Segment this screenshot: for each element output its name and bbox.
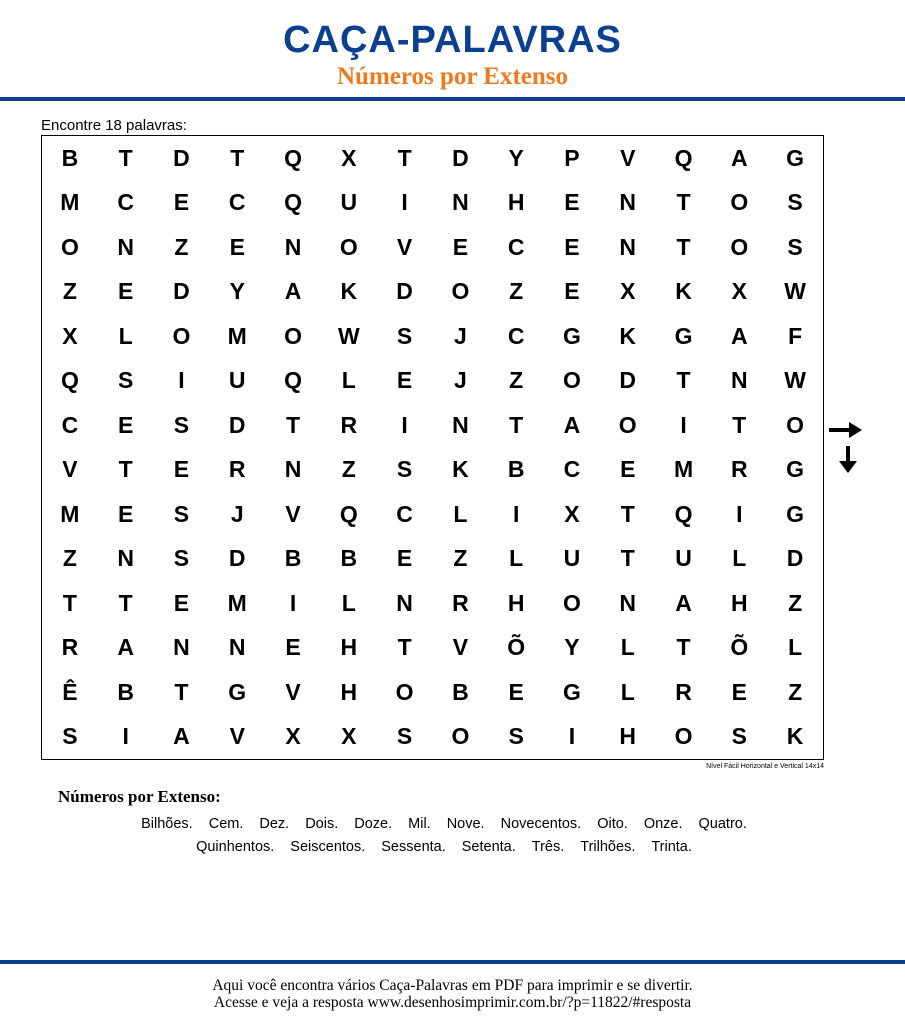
word-list-item: Quatro. (698, 816, 747, 832)
grid-letter: O (451, 723, 470, 750)
arrow-right-icon (829, 421, 863, 439)
grid-letter: U (675, 545, 692, 572)
word-list-row (0, 815, 888, 833)
grid-letter: Z (788, 589, 803, 616)
grid-letter: O (395, 678, 414, 705)
grid-letter: F (788, 322, 803, 349)
grid-letter: O (618, 411, 637, 438)
grid-letter: O (60, 233, 79, 260)
grid-letter: H (507, 589, 525, 616)
grid-letter: S (396, 723, 413, 750)
grid-letter: Y (508, 144, 524, 171)
grid-letter: L (118, 322, 133, 349)
grid-letter: K (675, 278, 692, 305)
grid-letter: Z (174, 233, 189, 260)
grid-letter: Õ (730, 634, 749, 661)
grid-letter: T (676, 189, 691, 216)
grid-letter: A (117, 634, 134, 661)
grid-letter: E (564, 189, 580, 216)
grid-letter: D (173, 144, 190, 171)
grid-letter: Q (60, 367, 79, 394)
word-list-item: Setenta. (461, 839, 516, 855)
grid-letter: I (736, 500, 743, 527)
grid-letter: N (228, 634, 246, 661)
grid-letter: E (396, 545, 413, 572)
grid-letter: I (512, 500, 520, 527)
grid-letter: L (620, 634, 635, 661)
grid-letter: Q (674, 144, 693, 171)
grid-letter: S (396, 322, 413, 349)
grid-letter: U (340, 189, 358, 216)
word-list-title: Números por Extenso: (58, 787, 221, 806)
grid-letter: E (731, 678, 747, 705)
grid-letter: G (674, 322, 693, 349)
grid-letter: O (451, 278, 470, 305)
grid-letter: V (452, 634, 469, 661)
grid-letter: Z (62, 545, 77, 572)
grid-letter: I (401, 411, 408, 438)
grid-letter: G (786, 144, 805, 171)
grid-letter: G (786, 500, 805, 527)
grid-letter: R (452, 589, 469, 616)
grid-letter: U (228, 367, 246, 394)
grid-letter: Z (509, 367, 524, 394)
grid-letter: E (173, 589, 190, 616)
word-list-item: Sessenta. (381, 839, 446, 855)
grid-letter: S (787, 233, 803, 260)
grid-letter: O (730, 189, 749, 216)
grid-letter: B (284, 545, 302, 572)
grid-letter: I (289, 589, 297, 616)
grid-letter: T (397, 144, 412, 171)
grid-letter: O (730, 233, 749, 260)
grid-letter: R (228, 456, 246, 483)
grid-letter: E (173, 456, 190, 483)
grid-letter: M (60, 189, 80, 216)
grid-letter: Z (453, 545, 468, 572)
grid-letter: N (619, 189, 637, 216)
word-list-item: Trinta. (651, 839, 692, 855)
grid-letter: H (340, 678, 358, 705)
word-list-item: Três. (531, 839, 565, 855)
grid-letter: T (397, 634, 412, 661)
grid-letter: M (673, 456, 694, 483)
grid-letter: B (340, 545, 358, 572)
grid-letter: E (118, 411, 134, 438)
grid-letter: O (172, 322, 191, 349)
grid-letter: Z (788, 678, 803, 705)
grid-letter: D (619, 367, 637, 394)
grid-letter: L (509, 545, 524, 572)
grid-letter: N (396, 589, 413, 616)
grid-letter: S (173, 411, 190, 438)
grid-letter: H (507, 189, 525, 216)
grid-letter: I (680, 411, 687, 438)
grid-letter: K (340, 278, 358, 305)
grid-letter: E (452, 233, 469, 260)
grid-letter: O (563, 367, 581, 394)
grid-letter: G (228, 678, 247, 705)
grid-letter: T (732, 411, 747, 438)
word-list-item: Cem. (208, 816, 244, 832)
grid-letter: G (563, 678, 581, 705)
grid-letter: D (228, 411, 246, 438)
grid-letter: C (563, 456, 581, 483)
grid-letter: E (173, 189, 190, 216)
grid-letter: T (118, 144, 133, 171)
grid-letter: W (784, 367, 806, 394)
grid-letter: N (284, 233, 302, 260)
grid-letter: T (118, 456, 133, 483)
grid-letter: D (173, 278, 190, 305)
grid-letter: T (509, 411, 524, 438)
word-list-item: Dois. (305, 816, 339, 832)
grid-letter: Õ (507, 634, 526, 661)
grid-letter: I (178, 367, 185, 394)
grid-letter: V (285, 678, 301, 705)
grid-letter: Q (284, 189, 302, 216)
grid-letter: N (452, 411, 469, 438)
grid-letter: N (117, 545, 134, 572)
grid-letter: E (118, 278, 134, 305)
grid-letter: X (285, 723, 301, 750)
grid-letter: L (453, 500, 468, 527)
word-list-item: Onze. (643, 816, 683, 832)
word-list-row (0, 838, 888, 856)
grid-letter: J (230, 500, 244, 527)
grid-letter: C (228, 189, 246, 216)
word-list-item: Trilhões. (580, 839, 636, 855)
word-list-item: Quinhentos. (196, 839, 275, 855)
grid-letter: T (174, 678, 189, 705)
grid-letter: R (675, 678, 692, 705)
grid-letter: S (173, 500, 190, 527)
grid-letter: E (229, 233, 245, 260)
grid-letter: Q (674, 500, 693, 527)
grid-letter: L (620, 678, 635, 705)
grid-letter: X (62, 322, 78, 349)
grid-letter: H (619, 723, 637, 750)
grid-letter: L (732, 545, 747, 572)
grid-letter: C (507, 322, 525, 349)
grid-letter: L (788, 634, 803, 661)
grid-letter: L (341, 367, 356, 394)
grid-letter: A (563, 411, 581, 438)
grid-letter: Ê (62, 678, 78, 705)
grid-letter: B (61, 144, 79, 171)
grid-letter: E (564, 233, 580, 260)
puzzle-instructions: Encontre 18 palavras: (41, 117, 187, 134)
footer-text: Aqui você encontra vários Caça-Palavras em PDF para imprimir e se divertir. (212, 977, 693, 994)
grid-letter: H (340, 634, 358, 661)
grid-letter: T (620, 545, 635, 572)
grid-letter: V (62, 456, 78, 483)
grid-letter: U (563, 545, 581, 572)
arrow-down-icon (838, 446, 858, 474)
grid-letter: J (453, 322, 467, 349)
grid-letter: C (61, 411, 79, 438)
grid-letter: C (396, 500, 413, 527)
grid-letter: H (731, 589, 748, 616)
grid-letter: A (173, 723, 190, 750)
letter-grid (41, 135, 824, 760)
grid-letter: X (620, 278, 636, 305)
grid-letter: X (341, 144, 357, 171)
grid-letter: O (339, 233, 358, 260)
grid-letter: W (784, 278, 806, 305)
grid-letter: S (787, 189, 803, 216)
grid-letter: T (620, 500, 635, 527)
grid-letter: E (620, 456, 636, 483)
grid-letter: T (230, 144, 245, 171)
grid-letter: J (453, 367, 467, 394)
grid-letter: O (284, 322, 302, 349)
grid-letter: C (507, 233, 525, 260)
grid-letter: T (676, 367, 691, 394)
grid-letter: S (173, 545, 190, 572)
grid-letter: D (786, 545, 804, 572)
grid-letter: D (228, 545, 246, 572)
grid-letter: O (674, 723, 693, 750)
grid-letter: S (118, 367, 134, 394)
difficulty-label: Nível Fácil Horizontal e Vertical 14x14 (706, 763, 824, 770)
grid-letter: R (340, 411, 358, 438)
grid-letter: O (786, 411, 805, 438)
grid-letter: Q (284, 144, 302, 171)
grid-letter: T (62, 589, 77, 616)
grid-letter: I (568, 723, 576, 750)
grid-letter: M (227, 589, 247, 616)
word-list-item: Bilhões. (141, 816, 193, 832)
grid-letter: N (619, 589, 637, 616)
grid-letter: V (396, 233, 413, 260)
page-title: CAÇA-PALAVRAS (283, 19, 622, 61)
grid-letter: G (563, 322, 581, 349)
grid-letter: N (284, 456, 302, 483)
grid-letter: W (337, 322, 360, 349)
word-list-item: Seiscentos. (290, 839, 366, 855)
header-divider (0, 97, 905, 101)
grid-letter: P (564, 144, 580, 171)
grid-letter: X (564, 500, 580, 527)
word-list-item: Doze. (354, 816, 393, 832)
grid-letter: Y (564, 634, 580, 661)
grid-letter: N (173, 634, 190, 661)
grid-letter: Y (229, 278, 245, 305)
grid-letter: N (452, 189, 469, 216)
grid-letter: G (786, 456, 805, 483)
grid-letter: A (675, 589, 692, 616)
grid-letter: D (396, 278, 413, 305)
grid-letter: E (118, 500, 134, 527)
grid-letter: R (731, 456, 748, 483)
grid-letter: M (60, 500, 80, 527)
grid-letter: E (396, 367, 413, 394)
grid-letter: T (676, 634, 691, 661)
grid-letter: Z (341, 456, 356, 483)
grid-letter: E (564, 278, 580, 305)
grid-letter: S (731, 723, 747, 750)
grid-letter: Q (339, 500, 358, 527)
word-list-item: Dez. (259, 816, 290, 832)
grid-letter: N (731, 367, 748, 394)
grid-letter: X (341, 723, 357, 750)
footer-link-text: Acesse e veja a resposta www.desenhosimprimir.com.br/?p=11822/#resposta (213, 994, 692, 1011)
page-subtitle: Números por Extenso (336, 63, 569, 90)
grid-letter: E (285, 634, 301, 661)
word-list-item: Oito. (597, 816, 628, 832)
grid-letter: K (786, 723, 804, 750)
footer-divider (0, 960, 905, 964)
grid-letter: V (229, 723, 245, 750)
grid-letter: K (619, 322, 637, 349)
grid-letter: A (731, 322, 748, 349)
grid-letter: L (341, 589, 356, 616)
grid-letter: E (508, 678, 524, 705)
grid-letter: B (117, 678, 134, 705)
grid-letter: V (285, 500, 301, 527)
grid-letter: X (731, 278, 747, 305)
grid-letter: K (452, 456, 469, 483)
grid-letter: T (286, 411, 301, 438)
grid-letter: V (620, 144, 636, 171)
word-list-item: Nove. (446, 816, 485, 832)
grid-letter: A (284, 278, 302, 305)
grid-letter: B (452, 678, 469, 705)
grid-letter: I (122, 723, 129, 750)
grid-letter: N (117, 233, 134, 260)
grid-letter: T (676, 233, 691, 260)
grid-letter: B (507, 456, 525, 483)
grid-letter: R (61, 634, 79, 661)
word-list-item: Mil. (408, 816, 431, 832)
grid-letter: S (396, 456, 413, 483)
grid-letter: N (619, 233, 637, 260)
grid-letter: O (563, 589, 581, 616)
grid-letter: Z (509, 278, 524, 305)
grid-letter: Z (62, 278, 77, 305)
grid-letter: M (227, 322, 247, 349)
grid-letter: C (117, 189, 134, 216)
word-list-item: Novecentos. (500, 816, 582, 832)
grid-letter: D (452, 144, 469, 171)
grid-letter: A (731, 144, 748, 171)
grid-letter: T (118, 589, 133, 616)
grid-letter: I (401, 189, 408, 216)
grid-letter: S (508, 723, 524, 750)
grid-letter: S (62, 723, 78, 750)
grid-letter: Q (284, 367, 302, 394)
